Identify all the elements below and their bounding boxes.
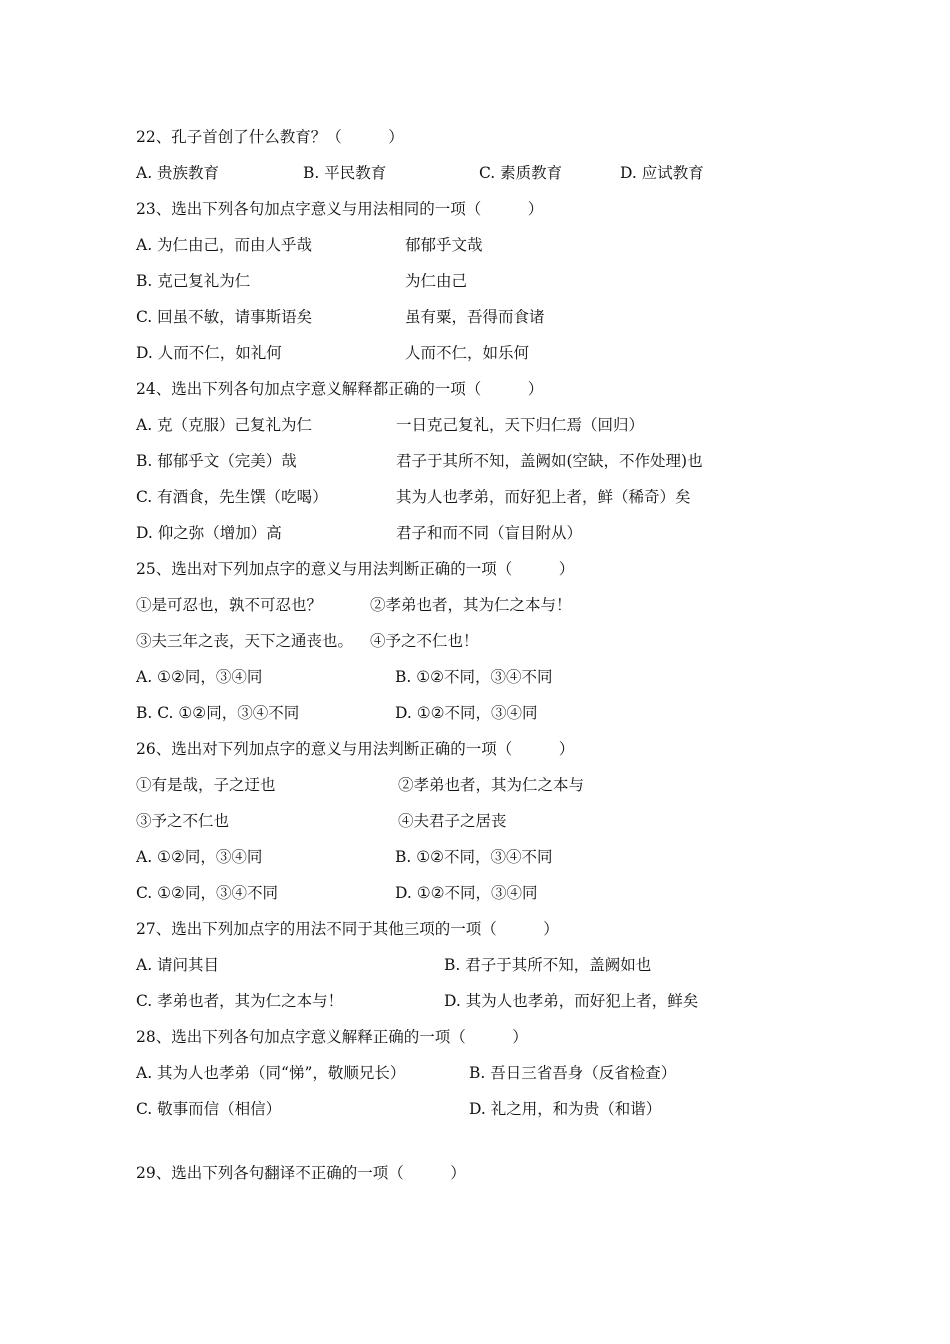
q26-option-a: A. ①②同，③④同 (136, 848, 263, 866)
q25-sentences-1 (136, 592, 572, 618)
q25-sentence-4: ④予之不仁也！ (370, 632, 479, 650)
q27-option-d: D. 其为人也孝弟，而好犯上者，鲜矣 (444, 992, 699, 1010)
q24-row-c (136, 484, 691, 510)
q26-stem: 26、选出对下列加点字的意义与用法判断正确的一项（ ） (136, 740, 575, 758)
q24-row-d-left: D. 仰之弥（增加）高 (136, 524, 282, 542)
q28-option-d: D. 礼之用，和为贵（和谐） (469, 1100, 662, 1118)
q23-row-d-right: 人而不仁，如乐何 (405, 344, 530, 362)
q22-options (136, 160, 704, 186)
q25-option-c: B. C. ①②同，③④不同 (136, 704, 300, 722)
q25-sentence-1: ①是可忍也，孰不可忍也？ (136, 596, 323, 614)
q24-row-d (136, 520, 583, 546)
q25-stem: 25、选出对下列加点字的意义与用法判断正确的一项（ ） (136, 560, 575, 578)
q28-option-b: B. 吾日三省吾身（反省检查） (469, 1064, 677, 1082)
q26-options-1 (136, 844, 553, 870)
q25-option-d: D. ①②不同，③④同 (395, 704, 538, 722)
q26-option-d: D. ①②不同，③④同 (395, 884, 538, 902)
q26-sentence-4: ④夫君子之居丧 (398, 812, 507, 830)
q24-row-a-right: 一日克己复礼，天下归仁焉（回归） (396, 416, 645, 434)
q26-sentences-1 (136, 772, 585, 798)
q26-sentences-2 (136, 808, 507, 834)
q23-row-d-left: D. 人而不仁，如礼何 (136, 344, 282, 362)
q22-option-d: D. 应试教育 (620, 164, 704, 182)
q26-options-2 (136, 880, 538, 906)
q22-option-a: A. 贵族教育 (136, 164, 220, 182)
q22-stem: 22、孔子首创了什么教育？（ ） (136, 128, 404, 146)
q24-row-d-right: 君子和而不同（盲目附从） (396, 524, 583, 542)
q26-sentence-2: ②孝弟也者，其为仁之本与 (398, 776, 585, 794)
q25-options-1 (136, 664, 553, 690)
q23-row-a (136, 232, 483, 258)
q28-options-2 (136, 1096, 662, 1122)
q28-options-1 (136, 1060, 677, 1086)
q23-row-a-right: 郁郁乎文哉 (405, 236, 483, 254)
q26-option-c: C. ①②同，③④不同 (136, 884, 278, 902)
q23-row-d (136, 340, 530, 366)
q27-option-a: A. 请问其目 (136, 956, 220, 974)
q27-option-c: C. 孝弟也者，其为仁之本与！ (136, 992, 344, 1010)
q24-row-b (136, 448, 703, 474)
q27-stem: 27、选出下列加点字的用法不同于其他三项的一项（ ） (136, 920, 559, 938)
q25-sentence-3: ③夫三年之丧，天下之通丧也。 (136, 632, 354, 650)
q24-row-a-left: A. 克（克服）己复礼为仁 (136, 416, 313, 434)
q24-row-c-right: 其为人也孝弟，而好犯上者，鲜（稀奇）矣 (396, 488, 691, 506)
q25-sentences-2 (136, 628, 479, 654)
q28-option-c: C. 敬事而信（相信） (136, 1100, 282, 1118)
q24-row-c-left: C. 有酒食，先生馔（吃喝） (136, 488, 328, 506)
q23-row-c (136, 304, 545, 330)
q24-row-b-right: 君子于其所不知，盖阙如(空缺，不作处理)也 (396, 452, 703, 470)
q25-options-2 (136, 700, 538, 726)
q23-row-a-left: A. 为仁由己，而由人乎哉 (136, 236, 313, 254)
q27-options-1 (136, 952, 652, 978)
q23-stem: 23、选出下列各句加点字意义与用法相同的一项（ ） (136, 200, 544, 218)
q26-option-b: B. ①②不同，③④不同 (395, 848, 553, 866)
q26-sentence-3: ③予之不仁也 (136, 812, 230, 830)
q24-row-b-left: B. 郁郁乎文（完美）哉 (136, 452, 297, 470)
q25-option-a: A. ①②同，③④同 (136, 668, 263, 686)
q28-stem: 28、选出下列各句加点字意义解释正确的一项（ ） (136, 1028, 528, 1046)
q27-options-2 (136, 988, 699, 1014)
q24-stem: 24、选出下列各句加点字意义解释都正确的一项（ ） (136, 380, 544, 398)
q22-option-b: B. 平民教育 (303, 164, 387, 182)
q23-row-b-right: 为仁由己 (405, 272, 468, 290)
q28-option-a: A. 其为人也孝弟（同“悌”，敬顺兄长） (136, 1064, 406, 1082)
q24-row-a (136, 412, 645, 438)
q22-option-c: C. 素质教育 (479, 164, 563, 182)
q26-sentence-1: ①有是哉，子之迂也 (136, 776, 276, 794)
q29-stem: 29、选出下列各句翻译不正确的一项（ ） (136, 1164, 466, 1182)
q23-row-b-left: B. 克己复礼为仁 (136, 272, 251, 290)
q23-row-b (136, 268, 468, 294)
q23-row-c-right: 虽有粟，吾得而食诸 (405, 308, 545, 326)
q23-row-c-left: C. 回虽不敏，请事斯语矣 (136, 308, 313, 326)
q27-option-b: B. 君子于其所不知，盖阙如也 (444, 956, 652, 974)
q25-option-b: B. ①②不同，③④不同 (395, 668, 553, 686)
q25-sentence-2: ②孝弟也者，其为仁之本与！ (370, 596, 572, 614)
